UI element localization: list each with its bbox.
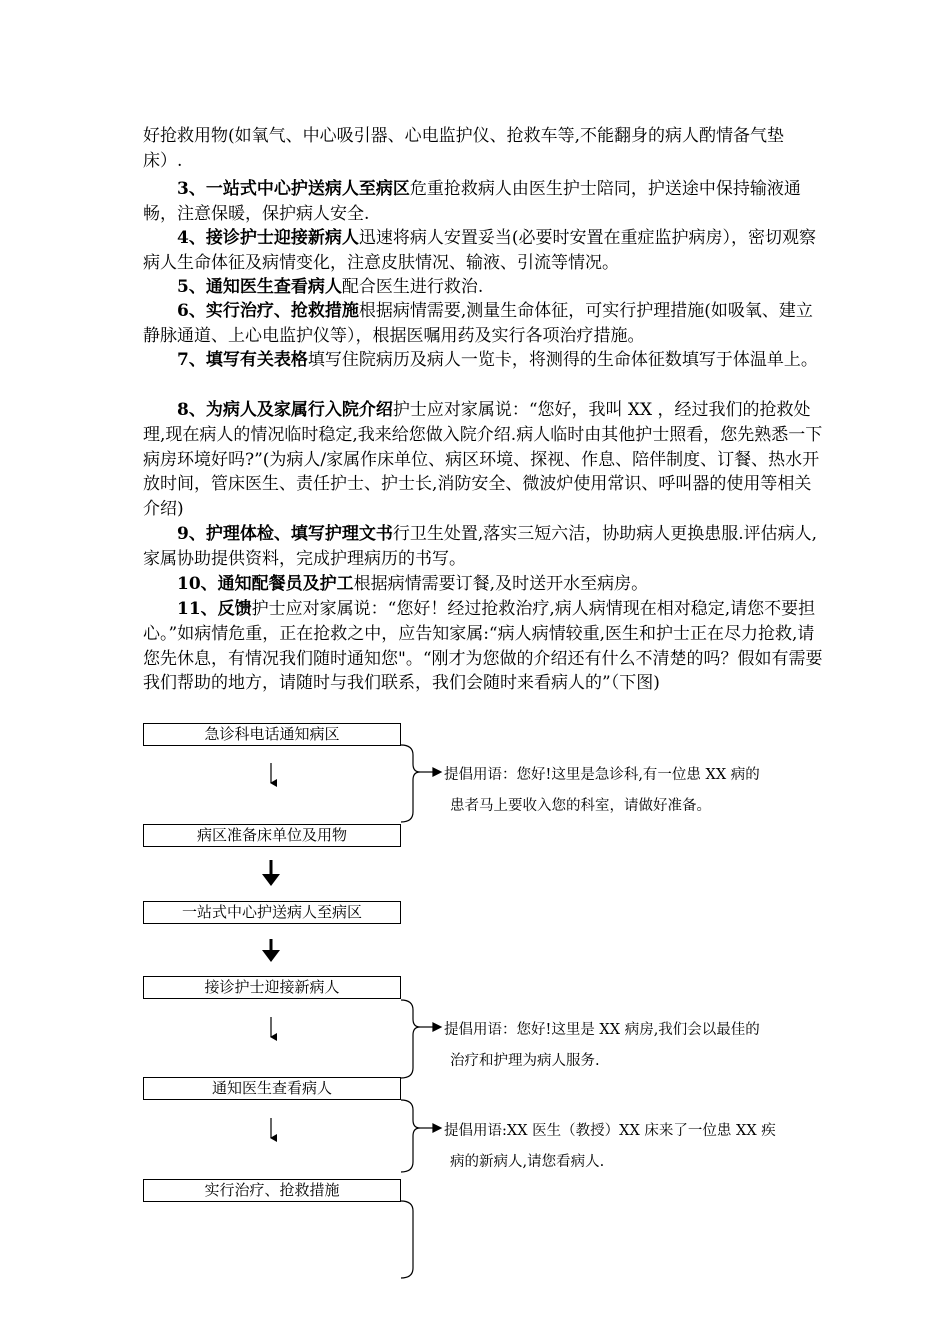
note-3-line-2: 病的新病人,请您看病人. [450,1154,605,1170]
paragraph-10-heading: 10、通知配餐员及护工 [177,574,354,594]
paragraph-11 [143,597,823,696]
paragraph-1-text: 好抢救用物(如氧气、中心吸引器、心电监护仪、抢救车等,不能翻身的病人酌情备气垫床）. [143,126,785,171]
paragraph-5-heading: 5、通知医生查看病人 [177,277,342,297]
paragraph-8-heading: 8、为病人及家属行入院介绍 [177,400,393,420]
bracket-2 [401,1000,441,1078]
note-ward-greeting [444,1015,824,1077]
paragraph-6-heading: 6、实行治疗、抢救措施 [177,301,359,321]
flow-box-escort-patient: 一站式中心护送病人至病区 [143,901,401,924]
paragraph-5-text: 配合医生进行救治. [341,277,484,297]
paragraph-3-text: 危重抢救病人由医生护士陪同，护送途中保持输液通畅，注意保暖，保护病人安全. [143,179,801,224]
arrow-down-3 [262,939,280,962]
paragraph-6 [143,299,823,349]
paragraph-11-text: 护士应对家属说：“您好！经过抢救治疗,病人病情现在相对稳定,请您不要担心。”如病情危重，正在抢救之中，应告知家属:“病人病情较重,医生和护士正在尽力抢救,请您先休息，有情况我们随时通知您"。“刚才为您做的介绍还有什么不清楚的吗？假如有需要我们帮助的地方，请随时与我们联系，我们会随时来看病人的”（下图) [143,599,823,694]
paragraph-7-heading: 7、填写有关表格 [177,350,308,370]
paragraph-9-text: 行卫生处置,落实三短六洁，协助病人更换患服.评估病人,家属协助提供资料，完成护理病历的书写。 [143,524,818,569]
paragraph-10 [143,572,823,597]
paragraph-1 [143,124,823,174]
note-1-line-2: 患者马上要收入您的科室，请做好准备。 [450,798,711,814]
paragraph-6-text: 根据病情需要,测量生命体征，可实行护理措施(如吸氧、建立静脉通道、上心电监护仪等），根据医嘱用药及实行各项治疗措施。 [143,301,813,346]
paragraph-11-heading: 11、反馈 [177,599,252,619]
paragraph-7 [143,348,823,373]
paragraph-10-text: 根据病情需要订餐,及时送开水至病房。 [353,574,649,594]
paragraph-8 [143,398,823,522]
paragraph-7-text: 填写住院病历及病人一览卡，将测得的生命体征数填写于体温单上。 [307,350,818,370]
flow-box-notify-doctor: 通知医生查看病人 [143,1077,401,1100]
paragraph-9-heading: 9、护理体检、填写护理文书 [177,524,393,544]
bracket-3 [401,1100,441,1172]
paragraph-4-heading: 4、接诊护士迎接新病人 [177,228,359,248]
paragraph-5 [143,275,823,300]
note-2-line-2: 治疗和护理为病人服务. [450,1053,600,1069]
arrow-down-2 [262,860,280,886]
bracket-1 [401,745,441,822]
paragraph-3-heading: 3、一站式中心护送病人至病区 [177,179,410,199]
flow-box-receive-patient: 接诊护士迎接新病人 [143,976,401,999]
note-3-line-1: 提倡用语:XX 医生（教授）XX 床来了一位患 XX 疾 [444,1123,776,1139]
flow-box-ward-prepare: 病区准备床单位及用物 [143,824,401,847]
paragraph-4 [143,226,823,276]
paragraph-3 [143,177,823,227]
note-1-line-1: 提倡用语：您好!这里是急诊科,有一位患 XX 病的 [444,767,760,783]
note-2-line-1: 提倡用语：您好!这里是 XX 病房,我们会以最佳的 [444,1022,760,1038]
bracket-4 [401,1201,413,1278]
paragraph-4-text: 迅速将病人安置妥当(必要时安置在重症监护病房），密切观察病人生命体征及病情变化，注意皮肤情况、输液、引流等情况。 [143,228,816,273]
flow-box-emergency-notify: 急诊科电话通知病区 [143,723,401,746]
flow-box-treatment: 实行治疗、抢救措施 [143,1179,401,1202]
note-emergency-call [444,760,824,822]
note-doctor-call [444,1116,824,1178]
paragraph-9 [143,522,823,572]
paragraph-8-text: 护士应对家属说：“您好，我叫 XX ，经过我们的抢救处理,现在病人的情况临时稳定,我来给您做入院介绍.病人临时由其他护士照看，您先熟悉一下病房环境好吗?”(为病人/家属作床单位、病区环境、探视、作息、陪伴制度、订餐、热水开放时间，管床医生、责任护士、护士长,消防安全、微波炉使用常识、呼叫器的使用等相关介绍) [143,400,823,520]
